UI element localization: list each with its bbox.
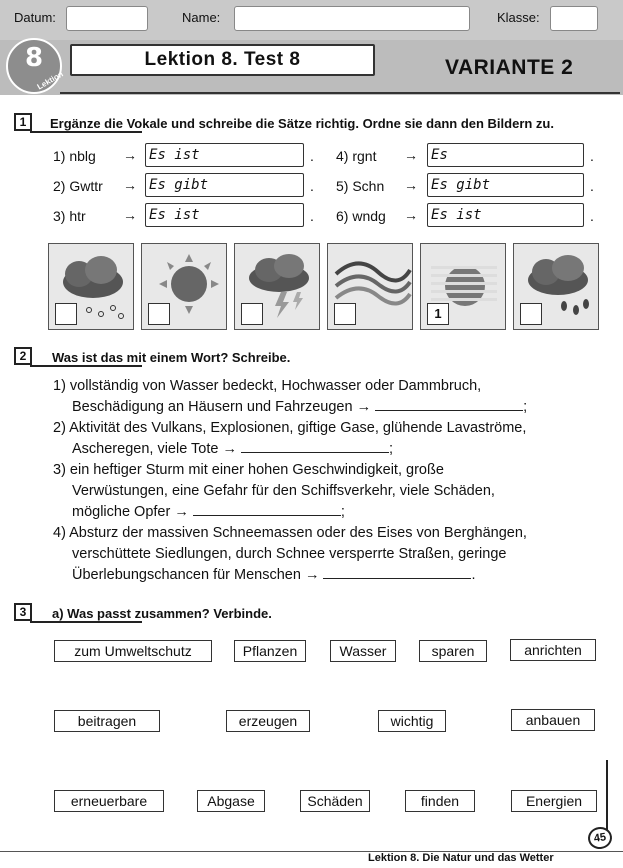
task2-item3-semicolon: ; xyxy=(340,504,345,520)
title-divider xyxy=(60,92,620,94)
task2-item2-semicolon: ; xyxy=(389,441,394,457)
word-anrichten[interactable]: anrichten xyxy=(510,639,596,661)
picture-thunderstorm-box[interactable] xyxy=(241,303,263,325)
class-label: Klasse: xyxy=(497,10,540,25)
picture-wind xyxy=(327,243,413,330)
task2-item1-line2 xyxy=(72,397,527,418)
class-field[interactable] xyxy=(550,6,598,31)
name-label: Name: xyxy=(182,10,221,25)
task1-row2-period: . xyxy=(310,178,314,194)
task1-number: 1 xyxy=(14,113,32,131)
picture-wind-box[interactable] xyxy=(334,303,356,325)
word-erzeugen[interactable]: erzeugen xyxy=(226,710,310,732)
task2-item3-line2: Verwüstungen, eine Gefahr für den Schiffsverkehr, viele Schäden, xyxy=(72,483,495,499)
word-energien[interactable]: Energien xyxy=(511,790,597,812)
task1-row2-arrow: → xyxy=(123,177,137,193)
task1-row3-label: 3) htr xyxy=(53,208,86,224)
task2-instruction: Was ist das mit einem Wort? Schreibe. xyxy=(52,350,291,365)
task2-item1-line1: 1) vollständig von Wasser bedeckt, Hochwasser oder Dammbruch, xyxy=(53,378,482,394)
task1-row3-answer[interactable]: Es ist xyxy=(145,203,304,227)
task3-instruction: a) Was passt zusammen? Verbinde. xyxy=(52,606,272,621)
task2-item2-text: Ascheregen, viele Tote → xyxy=(72,441,237,457)
task1-row1-label: 1) nblg xyxy=(53,148,96,164)
task1-underline xyxy=(30,131,142,133)
task2-underline xyxy=(30,365,142,367)
picture-rain-box[interactable] xyxy=(520,303,542,325)
picture-thunderstorm xyxy=(234,243,320,330)
picture-sun-box[interactable] xyxy=(148,303,170,325)
task1-row3-arrow: → xyxy=(123,207,137,223)
word-pflanzen[interactable]: Pflanzen xyxy=(234,640,306,662)
task1-row2-label: 2) Gwttr xyxy=(53,178,103,194)
task1-row1-answer[interactable]: Es ist xyxy=(145,143,304,167)
task2-item2-line2 xyxy=(72,439,393,460)
task1-row5-arrow: → xyxy=(404,177,418,193)
date-label: Datum: xyxy=(14,10,56,25)
picture-fog xyxy=(420,243,506,330)
task2-item1-semicolon: ; xyxy=(523,399,528,415)
picture-fog-box[interactable]: 1 xyxy=(427,303,449,325)
task2-item2-line1: 2) Aktivität des Vulkans, Explosionen, giftige Gase, glühende Lavaströme, xyxy=(53,420,527,436)
date-field[interactable] xyxy=(66,6,148,31)
variant-label: VARIANTE 2 xyxy=(445,56,574,79)
right-margin-line xyxy=(606,760,608,830)
page-number: 45 xyxy=(587,825,614,850)
picture-sun xyxy=(141,243,227,330)
task3-number: 3 xyxy=(14,603,32,621)
word-erneuerbare[interactable]: erneuerbare xyxy=(54,790,164,812)
word-sparen[interactable]: sparen xyxy=(419,640,487,662)
task1-row5-period: . xyxy=(590,178,594,194)
picture-snow xyxy=(48,243,134,330)
lesson-title: Lektion 8. Test 8 xyxy=(70,44,375,76)
word-anbauen[interactable]: anbauen xyxy=(511,709,595,731)
task2-item4-period: . xyxy=(471,567,476,583)
task1-row6-period: . xyxy=(590,208,594,224)
task1-row6-answer[interactable]: Es ist xyxy=(427,203,584,227)
task1-row4-arrow: → xyxy=(404,147,418,163)
task2-item4-line2: verschüttete Siedlungen, durch Schnee versperrte Straßen, geringe xyxy=(72,546,507,562)
task1-instruction: Ergänze die Vokale und schreibe die Sätze richtig. Ordne sie dann den Bildern zu. xyxy=(50,116,554,131)
task2-item3-line1: 3) ein heftiger Sturm mit einer hohen Geschwindigkeit, große xyxy=(53,462,444,478)
task1-row5-answer[interactable]: Es gibt xyxy=(427,173,584,197)
task1-row6-arrow: → xyxy=(404,207,418,223)
task1-row4-answer[interactable]: Es xyxy=(427,143,584,167)
task1-row1-arrow: → xyxy=(123,147,137,163)
task1-row5-label: 5) Schn xyxy=(336,178,385,194)
footer-text: Lektion 8. Die Natur und das Wetter xyxy=(368,852,554,864)
word-abgase[interactable]: Abgase xyxy=(197,790,265,812)
picture-snow-box[interactable] xyxy=(55,303,77,325)
task2-item4-text: Überlebungschancen für Menschen → xyxy=(72,567,320,583)
task1-row6-label: 6) wndg xyxy=(336,208,386,224)
lesson-badge-word: Lektion xyxy=(35,69,65,92)
task2-item3-line3 xyxy=(72,502,345,523)
word-zum-umweltschutz[interactable]: zum Umweltschutz xyxy=(54,640,212,662)
task2-item1-text: Beschädigung an Häusern und Fahrzeugen → xyxy=(72,399,372,415)
task2-item4-blank[interactable] xyxy=(323,565,471,579)
name-field[interactable] xyxy=(234,6,470,31)
word-wichtig[interactable]: wichtig xyxy=(378,710,446,732)
task2-number: 2 xyxy=(14,347,32,365)
task1-row3-period: . xyxy=(310,208,314,224)
task2-item4-line3 xyxy=(72,565,476,586)
task3-underline xyxy=(30,621,142,623)
lesson-badge-number: 8 xyxy=(24,43,44,73)
task1-row4-label: 4) rgnt xyxy=(336,148,377,164)
word-wasser[interactable]: Wasser xyxy=(330,640,396,662)
task2-item1-blank[interactable] xyxy=(375,397,523,411)
task2-item3-blank[interactable] xyxy=(193,502,341,516)
task1-row2-answer[interactable]: Es gibt xyxy=(145,173,304,197)
picture-rain xyxy=(513,243,599,330)
word-finden[interactable]: finden xyxy=(405,790,475,812)
word-schaeden[interactable]: Schäden xyxy=(300,790,370,812)
word-beitragen[interactable]: beitragen xyxy=(54,710,160,732)
task2-item4-line1: 4) Absturz der massiven Schneemassen oder des Eises von Berghängen, xyxy=(53,525,527,541)
task2-item2-blank[interactable] xyxy=(241,439,389,453)
task1-row4-period: . xyxy=(590,148,594,164)
task2-item3-text: mögliche Opfer → xyxy=(72,504,189,520)
task1-row1-period: . xyxy=(310,148,314,164)
